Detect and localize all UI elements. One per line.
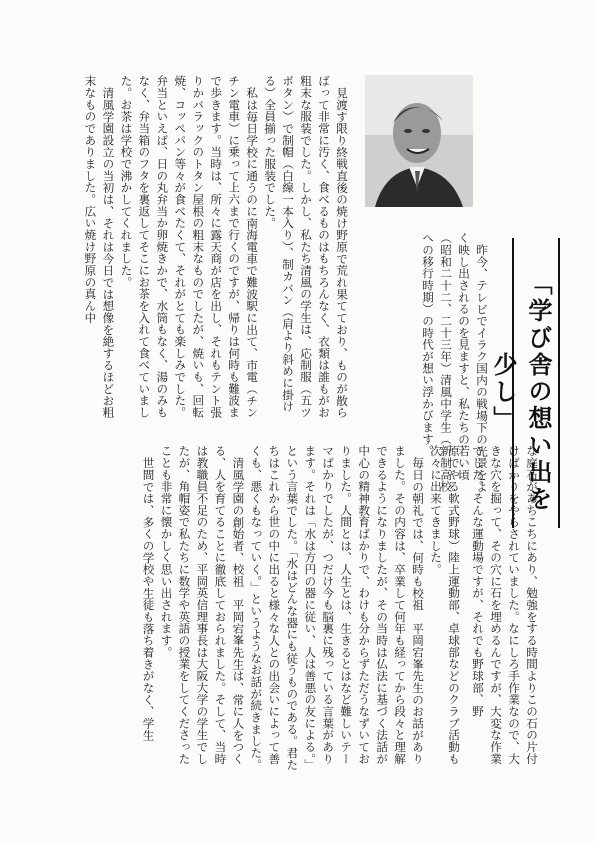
lower-text xyxy=(30,445,462,775)
paragraph: 見渡す限り終戦直後の焼け野原で荒れ果てており、ものが散らばって非常に汚く、食べるものはもちろんなく、衣類は誰もがお粗末な服装でした。しかし、私たち清風の学生は、応制服（五ツボタン）で制帽（白線一本入り）、制カバン（肩より斜めに掛ける）全員揃った服装でした。 xyxy=(263,75,349,419)
paragraph: 毎日の朝礼では、何時も校祖 平岡宕峯先生のお話がありました。その内容は、卒業して何年も経ってから段々と理解できるようになりましたが、その当時は仏法に基づく法話が中心の精神教育ばかりで、わけも分からずただうなずいておりました。人間とは、人生とは、生きるとはなど難しいテーマばかりでしたが、つだけ今も脳裏に残っている言葉があります。それは「水は方円の器に従い、人は善悪の友による。」という言葉でした。「水はどんな器にも従うものである。君たちはこれから世の中に出ると様々な人との出会いによって善くも、悪くもなっていく。」というようなお話が続きました。 xyxy=(249,445,426,771)
paragraph: 世間では、多くの学校や生徒も落ち着きがなく、学生 xyxy=(141,456,156,741)
paragraph: 私は毎日学校に通うのに南海電車で難波駅に出て、市電（チンチン電車）に乗って上六まで行くのですが、帰りは何時も難波まで歩きます。当時は、所々に露天商が店を出し、それもテント張りかバラックのトタン屋根の粗末なものでしたが、焼いも、回転焼、コッペパン等々が食べたくて、それがとても楽しみでした。弁当といえば、日の丸弁当か卵焼きかで、水筒もなく、湯のみもなく、弁当箱のフタを裏返してそこにお茶を入れて食べていました。お茶は学校で沸かしてくれました。 xyxy=(119,75,260,419)
paragraph: な庭石があちこちにあり、勉強をする時間よりこの石の片付けばかりをやらされていました。なにしろ手作業なので、大きな穴を掘って、その穴に石を埋めるんですが、大変な作業でした。そんな運動場ですが、それでも野球部、野 xyxy=(471,445,539,765)
paragraph: 清風学園設立の当初は、それは今日では想像を絶するほどお粗末なものでありました。広い焼け野原の真ん中 xyxy=(83,75,116,418)
paragraph: 清風学園の創始者、校祖 平岡宕峯先生は、常に人をつくる、人を育てることに徹底しておられました。そして、当時は教職員不足のため、平岡英信理事長は大阪大学の学生でしたが、角帽姿で私たちに数学や英語の授業をしてくださったことも非常に懐かしく思い出されます。 xyxy=(159,445,246,765)
paragraph: 原でやる軟式野球）陸上運動部、卓球部などのクラブ活動も次々に出来てきました。 xyxy=(429,445,461,765)
article-title: 「学び舎の想い出を少し」 xyxy=(489,271,552,513)
portrait-photo xyxy=(365,75,473,207)
paragraph: 昨今、テレビでイラク国内の戦場下の光景をよく映し出されるのを見ますと、私たちの若い頃（昭和二十二、二十三年）清風中学生（新制高校への移行時期）の時代が想い浮かびます。 xyxy=(421,232,489,493)
portrait-icon xyxy=(365,75,473,207)
upper-left-text xyxy=(30,75,350,420)
lower-first-column-text xyxy=(470,445,540,775)
